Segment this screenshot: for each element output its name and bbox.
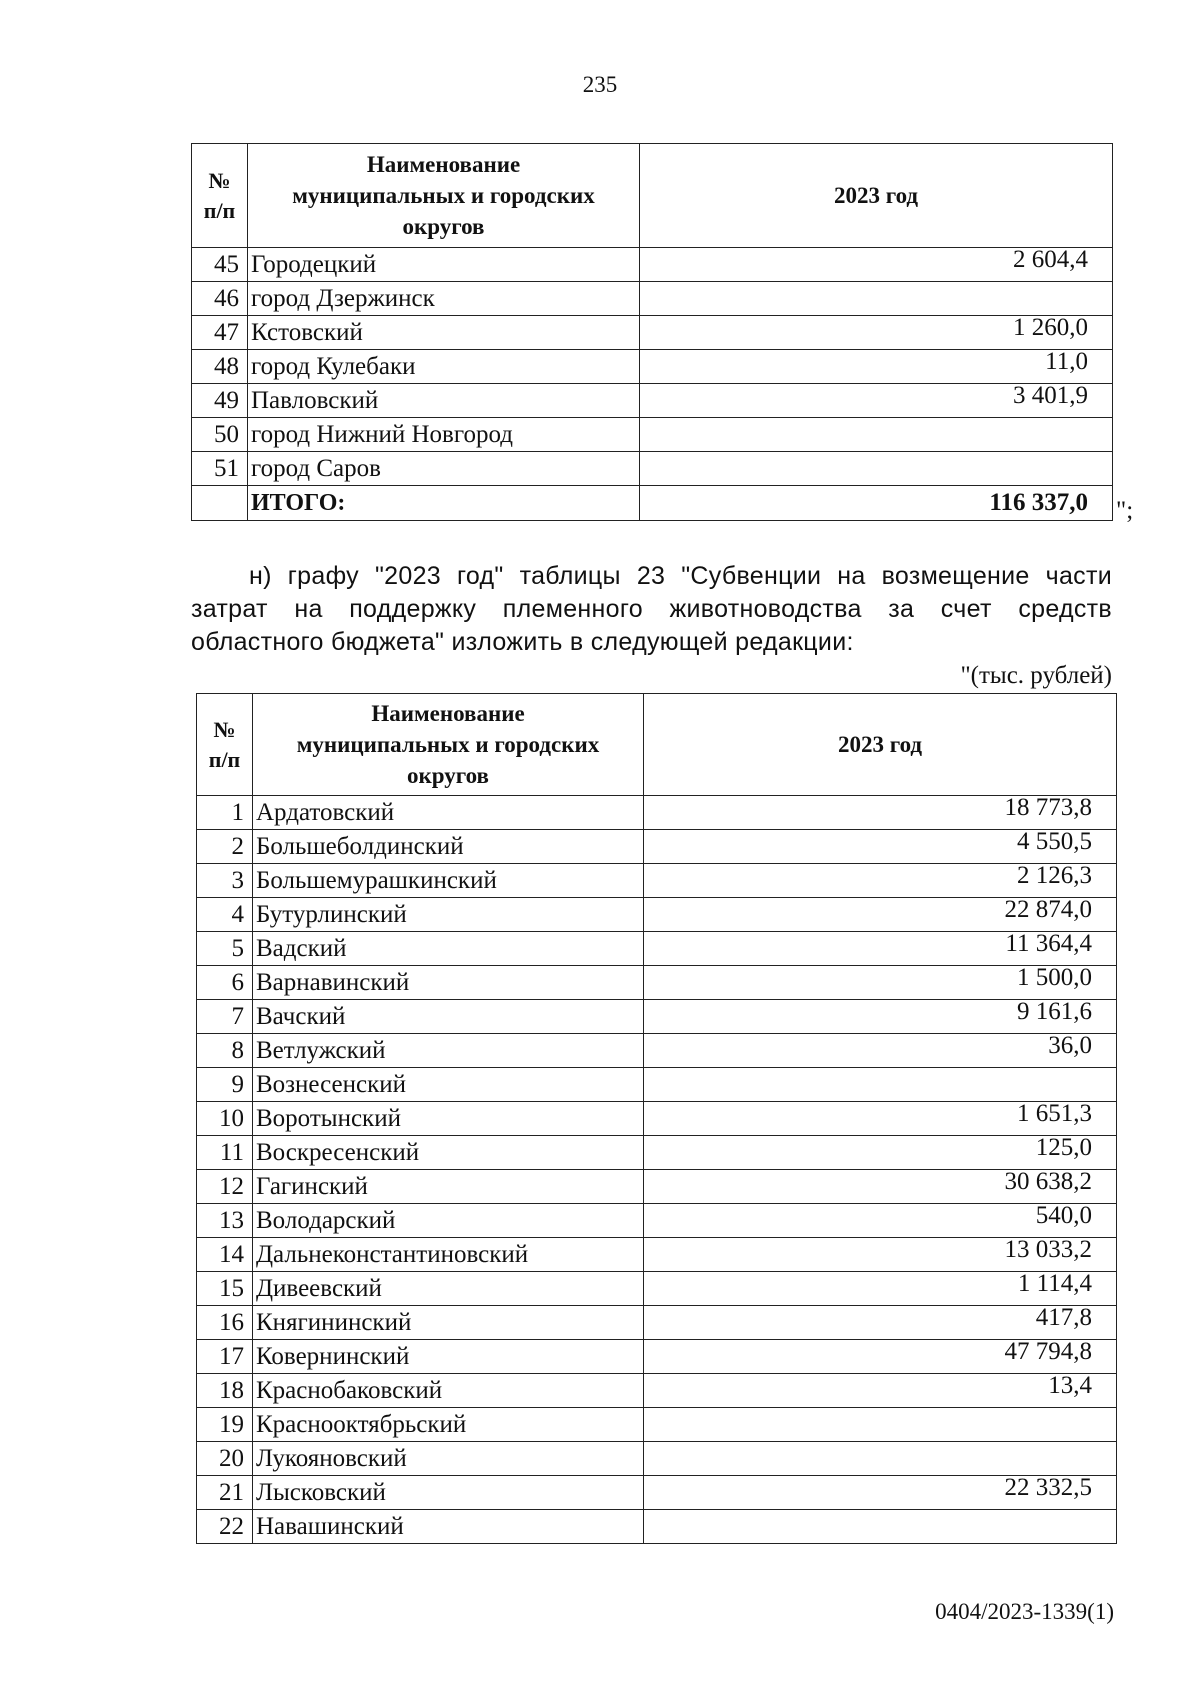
municipality-name: Кстовский xyxy=(248,316,640,350)
municipality-name: Воротынский xyxy=(253,1102,644,1136)
table-row xyxy=(197,898,1117,932)
municipality-name: Воскресенский xyxy=(253,1136,644,1170)
table-row xyxy=(197,1374,1117,1408)
table-row xyxy=(192,350,1113,384)
table-row xyxy=(197,1272,1117,1306)
row-value: 1 651,3 xyxy=(644,1102,1117,1136)
row-value: 2 604,4 xyxy=(640,248,1113,282)
table-row xyxy=(197,796,1117,830)
table-row xyxy=(197,1136,1117,1170)
row-value: 1 500,0 xyxy=(644,966,1117,1000)
municipality-name: Навашинский xyxy=(253,1510,644,1544)
municipality-name: Княгининский xyxy=(253,1306,644,1340)
row-value: 1 114,4 xyxy=(644,1272,1117,1306)
table-row xyxy=(197,1306,1117,1340)
row-value: 125,0 xyxy=(644,1136,1117,1170)
table-row xyxy=(197,1238,1117,1272)
municipality-name: Большеболдинский xyxy=(253,830,644,864)
table-row xyxy=(197,1000,1117,1034)
municipality-name: Большемурашкинский xyxy=(253,864,644,898)
table-row xyxy=(192,248,1113,282)
row-number: 3 xyxy=(197,864,253,898)
subsidy-table-continued xyxy=(191,143,1113,521)
row-number: 7 xyxy=(197,1000,253,1034)
row-value xyxy=(644,1068,1117,1102)
table-row xyxy=(197,1510,1117,1544)
municipality-name: Павловский xyxy=(248,384,640,418)
row-value: 9 161,6 xyxy=(644,1000,1117,1034)
table-row xyxy=(197,1442,1117,1476)
row-number: 5 xyxy=(197,932,253,966)
row-number: 12 xyxy=(197,1170,253,1204)
row-value xyxy=(644,1510,1117,1544)
table-row xyxy=(192,384,1113,418)
table-row xyxy=(197,1170,1117,1204)
row-number: 15 xyxy=(197,1272,253,1306)
total-row xyxy=(192,486,1113,521)
page-number: 235 xyxy=(582,72,618,97)
row-value: 1 260,0 xyxy=(640,316,1113,350)
municipality-name: Варнавинский xyxy=(253,966,644,1000)
row-value: 3 401,9 xyxy=(640,384,1113,418)
row-number: 51 xyxy=(192,452,248,486)
table-header-row xyxy=(192,144,1113,248)
total-num-cell xyxy=(192,486,248,521)
row-value: 11,0 xyxy=(640,350,1113,384)
municipality-name: Городецкий xyxy=(248,248,640,282)
municipality-name: Лукояновский xyxy=(253,1442,644,1476)
total-label: ИТОГО: xyxy=(248,486,640,521)
municipality-name: город Нижний Новгород xyxy=(248,418,640,452)
municipality-name: город Дзержинск xyxy=(248,282,640,316)
row-number: 18 xyxy=(197,1374,253,1408)
column-header-number: № п/п xyxy=(192,144,248,248)
row-value: 22 332,5 xyxy=(644,1476,1117,1510)
row-value: 4 550,5 xyxy=(644,830,1117,864)
table-row xyxy=(197,1408,1117,1442)
row-value: 22 874,0 xyxy=(644,898,1117,932)
row-number: 45 xyxy=(192,248,248,282)
row-number: 13 xyxy=(197,1204,253,1238)
row-value: 13,4 xyxy=(644,1374,1117,1408)
row-number: 8 xyxy=(197,1034,253,1068)
row-number: 10 xyxy=(197,1102,253,1136)
row-number: 48 xyxy=(192,350,248,384)
row-value: 2 126,3 xyxy=(644,864,1117,898)
row-value xyxy=(640,282,1113,316)
row-number: 17 xyxy=(197,1340,253,1374)
closing-quote: "; xyxy=(1116,497,1134,524)
municipality-name: Лысковский xyxy=(253,1476,644,1510)
table-row xyxy=(197,1068,1117,1102)
row-number: 22 xyxy=(197,1510,253,1544)
row-value xyxy=(640,452,1113,486)
row-number: 20 xyxy=(197,1442,253,1476)
row-number: 14 xyxy=(197,1238,253,1272)
column-header-year: 2023 год xyxy=(640,144,1113,248)
row-value xyxy=(644,1442,1117,1476)
row-number: 50 xyxy=(192,418,248,452)
municipality-name: Дальнеконстантиновский xyxy=(253,1238,644,1272)
table-row xyxy=(197,1476,1117,1510)
row-number: 16 xyxy=(197,1306,253,1340)
row-number: 46 xyxy=(192,282,248,316)
table-row xyxy=(197,932,1117,966)
document-code: 0404/2023-1339(1) xyxy=(935,1599,1114,1624)
row-number: 47 xyxy=(192,316,248,350)
row-value xyxy=(640,418,1113,452)
row-number: 1 xyxy=(197,796,253,830)
column-header-name: Наименование муниципальных и городских округов xyxy=(253,694,644,796)
row-value: 18 773,8 xyxy=(644,796,1117,830)
municipality-name: Краснооктябрьский xyxy=(253,1408,644,1442)
row-value: 417,8 xyxy=(644,1306,1117,1340)
municipality-name: Краснобаковский xyxy=(253,1374,644,1408)
table-row xyxy=(197,1102,1117,1136)
table-row xyxy=(197,830,1117,864)
row-number: 6 xyxy=(197,966,253,1000)
table-row xyxy=(192,316,1113,350)
row-value: 540,0 xyxy=(644,1204,1117,1238)
row-value: 13 033,2 xyxy=(644,1238,1117,1272)
municipality-name: город Кулебаки xyxy=(248,350,640,384)
row-number: 11 xyxy=(197,1136,253,1170)
municipality-name: Ардатовский xyxy=(253,796,644,830)
table-header-row xyxy=(197,694,1117,796)
units-label: "(тыс. рублей) xyxy=(960,662,1112,689)
municipality-name: Ветлужский xyxy=(253,1034,644,1068)
municipality-name: Бутурлинский xyxy=(253,898,644,932)
column-header-name: Наименование муниципальных и городских округов xyxy=(248,144,640,248)
row-value: 11 364,4 xyxy=(644,932,1117,966)
municipality-name: Ковернинский xyxy=(253,1340,644,1374)
municipality-name: Вачский xyxy=(253,1000,644,1034)
table-row xyxy=(197,1340,1117,1374)
row-value xyxy=(644,1408,1117,1442)
row-value: 47 794,8 xyxy=(644,1340,1117,1374)
municipality-name: Володарский xyxy=(253,1204,644,1238)
row-value: 30 638,2 xyxy=(644,1170,1117,1204)
breeding-subsidy-table xyxy=(196,693,1117,1544)
municipality-name: Вадский xyxy=(253,932,644,966)
row-number: 49 xyxy=(192,384,248,418)
municipality-name: Вознесенский xyxy=(253,1068,644,1102)
column-header-number: № п/п xyxy=(197,694,253,796)
municipality-name: город Саров xyxy=(248,452,640,486)
row-number: 9 xyxy=(197,1068,253,1102)
table-row xyxy=(197,864,1117,898)
table-row xyxy=(192,418,1113,452)
table-row xyxy=(192,452,1113,486)
row-value: 36,0 xyxy=(644,1034,1117,1068)
amendment-paragraph: н) графу "2023 год" таблицы 23 "Субвенции на возмещение части затрат на поддержку племенного животноводства за счет средств областного бюджета" изложить в следующей редакции: xyxy=(191,562,1112,656)
municipality-name: Дивеевский xyxy=(253,1272,644,1306)
row-number: 4 xyxy=(197,898,253,932)
municipality-name: Гагинский xyxy=(253,1170,644,1204)
row-number: 2 xyxy=(197,830,253,864)
total-value: 116 337,0 xyxy=(640,486,1113,521)
row-number: 19 xyxy=(197,1408,253,1442)
table-row xyxy=(197,1034,1117,1068)
table-row xyxy=(197,966,1117,1000)
table-row xyxy=(192,282,1113,316)
table-row xyxy=(197,1204,1117,1238)
row-number: 21 xyxy=(197,1476,253,1510)
column-header-year: 2023 год xyxy=(644,694,1117,796)
